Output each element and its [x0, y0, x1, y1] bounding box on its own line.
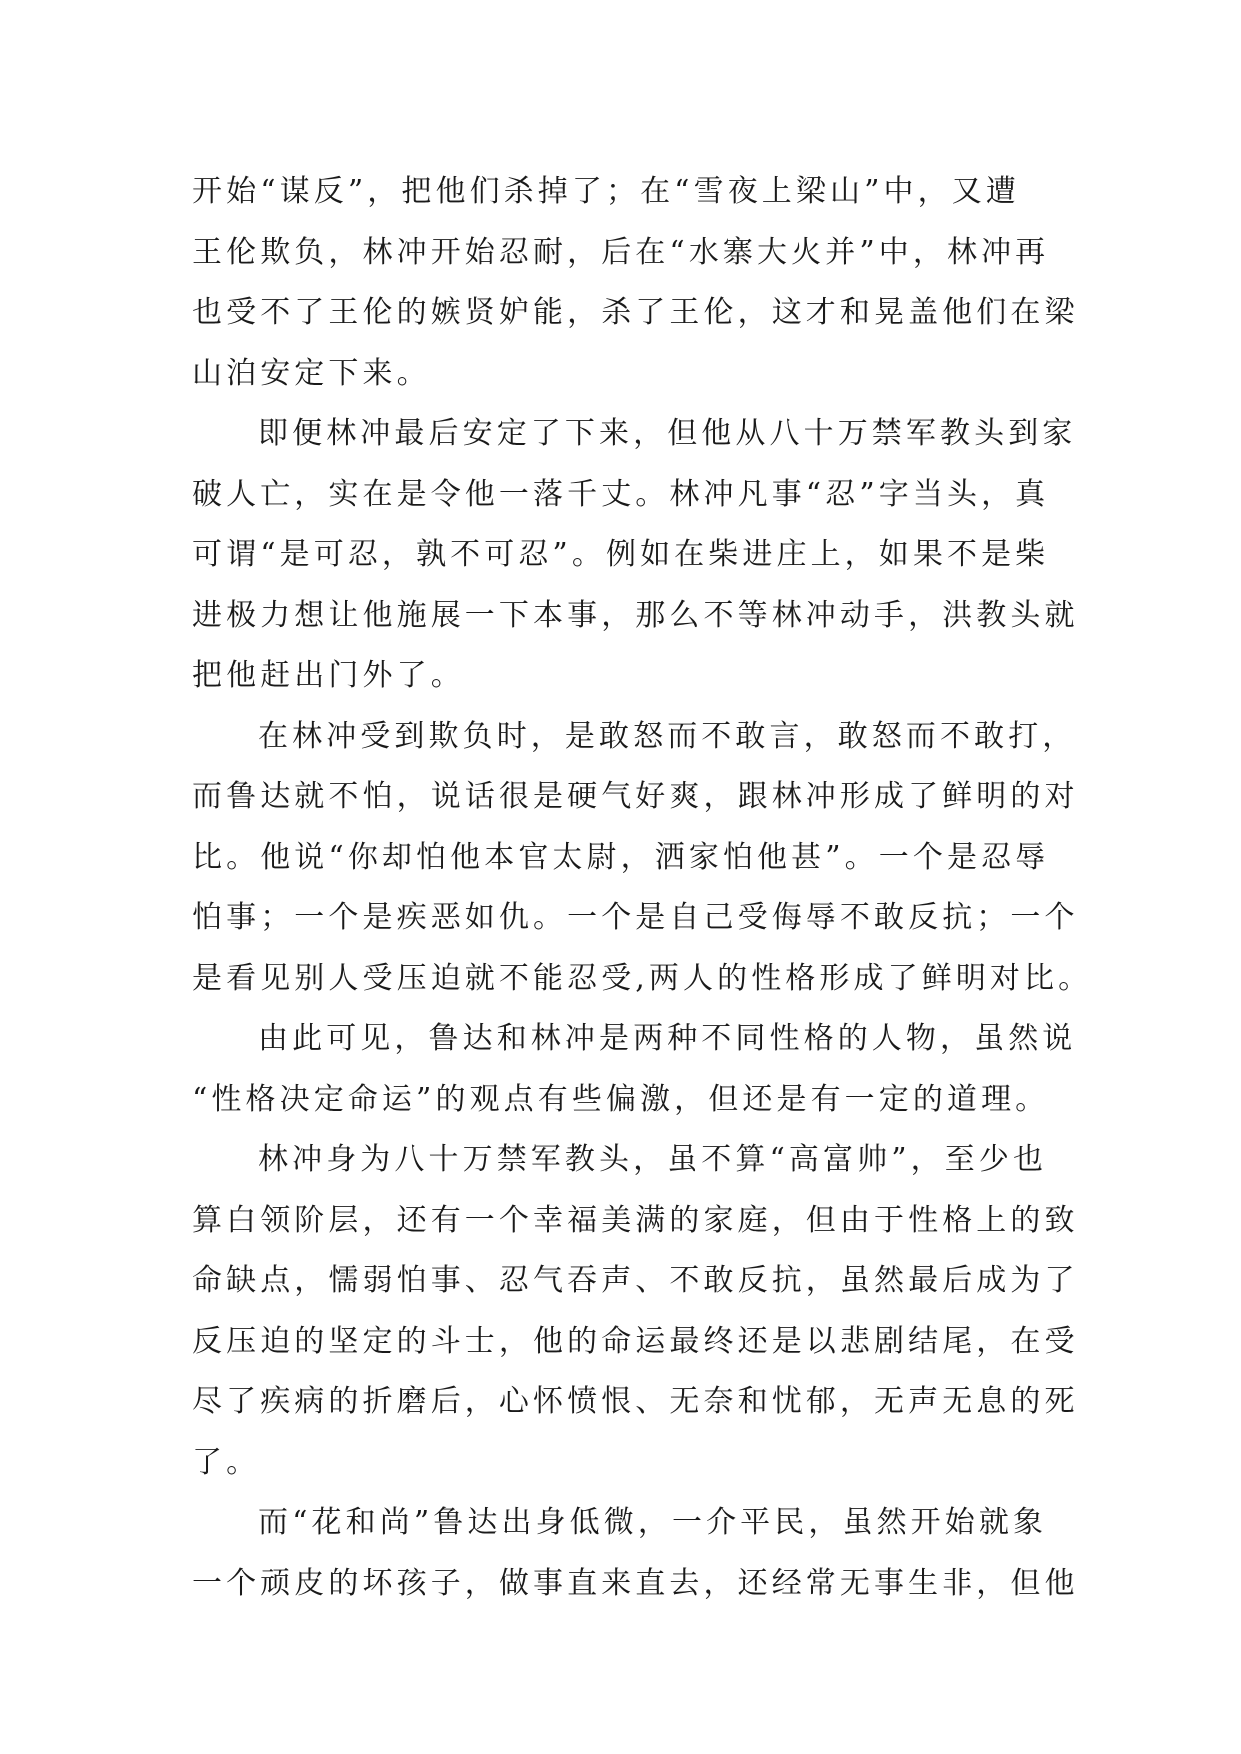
text-line: 是看见别人受压迫就不能忍受,两人的性格形成了鲜明对比。	[192, 960, 1093, 996]
text-line: 林冲身为八十万禁军教头，虽不算“高富帅”，至少也	[258, 1142, 1048, 1177]
text-line: 而“花和尚”鲁达出身低微，一介平民，虽然开始就象	[258, 1505, 1048, 1540]
text-line: 把他赶出门外了。	[192, 658, 465, 693]
text-line: “性格决定命运”的观点有些偏激，但还是有一定的道理。	[192, 1081, 1050, 1117]
text-line: 了。	[192, 1444, 261, 1480]
document-page	[192, 162, 1093, 1614]
text-line: 可谓“是可忍，孰不可忍”。例如在柴进庄上，如果不是柴	[192, 537, 1050, 572]
text-line: 而鲁达就不怕，说话很是硬气好爽，跟林冲形成了鲜明的对	[192, 779, 1079, 814]
text-line: 反压迫的坚定的斗士，他的命运最终还是以悲剧结尾，在受	[192, 1323, 1079, 1359]
text-line: 由此可见，鲁达和林冲是两种不同性格的人物，虽然说	[258, 1021, 1077, 1056]
text-line: 在林冲受到欺负时，是敢怒而不敢言，敢怒而不敢打，	[258, 718, 1077, 754]
text-line: 进极力想让他施展一下本事，那么不等林冲动手，洪教头就	[192, 597, 1079, 633]
text-line: 破人亡，实在是令他一落千丈。林冲凡事“忍”字当头，真	[192, 476, 1050, 512]
text-line: 山泊安定下来。	[192, 355, 431, 391]
text-line: 怕事；一个是疾恶如仇。一个是自己受侮辱不敢反抗；一个	[192, 900, 1079, 935]
text-line: 尽了疾病的折磨后，心怀愤恨、无奈和忧郁，无声无息的死	[192, 1384, 1079, 1419]
text-line: 也受不了王伦的嫉贤妒能，杀了王伦，这才和晃盖他们在梁	[192, 295, 1079, 330]
text-line: 算白领阶层，还有一个幸福美满的家庭，但由于性格上的致	[192, 1202, 1079, 1238]
text-line: 王伦欺负，林冲开始忍耐，后在“水寨大火并”中，林冲再	[192, 234, 1050, 270]
text-line: 比。他说“你却怕他本官太尉，洒家怕他甚”。一个是忍辱	[192, 839, 1050, 875]
text-line: 即便林冲最后安定了下来，但他从八十万禁军教头到家	[258, 416, 1077, 451]
text-line: 命缺点，懦弱怕事、忍气吞声、不敢反抗，虽然最后成为了	[192, 1263, 1079, 1298]
text-line: 一个顽皮的坏孩子，做事直来直去，还经常无事生非，但他	[192, 1565, 1079, 1601]
text-line: 开始“谋反”，把他们杀掉了；在“雪夜上梁山”中，又遭	[192, 174, 1020, 209]
